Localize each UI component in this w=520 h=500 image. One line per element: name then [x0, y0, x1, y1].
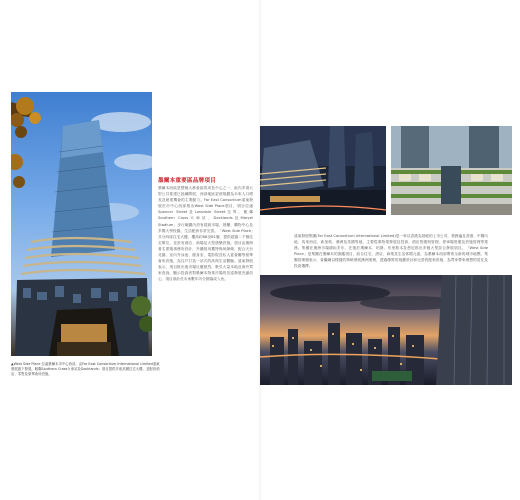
- podium-garden-photo: [391, 126, 512, 215]
- city-skyline-photo: [260, 275, 512, 385]
- section-heading: 墨爾本重要區品牌項目: [158, 178, 216, 184]
- right-page: [260, 0, 520, 500]
- article-body-right: 遠東發展集團(Far East Consortium International Limited)是一家以香港為基地的上市公司，業務遍及香港、中國內地、馬來西亞、新加坡、澳洲及英國等地，主要從事物業發展及投資、酒店營運與管理、停車場營運及設施管理等業務。集團在澳洲市場耕耘多年，先後於墨爾本、珀斯、布里斯本及悉尼推出多個大型綜合發展項目。「West Side Place」是集團在墨爾本的旗艦項目，結合住宅、酒店、商業及生活休閒元素，為墨爾本西部帶來全新的城市地標。集團管理層表示，會繼續以穩健的策略發展澳洲業務，透過優質的規劃設計和完善的配套設施，為買家帶來理想的居住及投資選擇。: [294, 234, 488, 268]
- night-building-photo: [260, 126, 386, 215]
- article-body-left: 墨爾本西區是整個大都會區的成長中心之一，區內多項大型公共基建已陸續開展，西部地區更被規劃為未來人口增長及就業機會的主要動力。Far East Consortium遠東發展於市中心西部推出West Side Place項目，項目位處Spencer Street及Lonsdale Street交界，毗鄰Southern Cross火車站、Docklands及Marvel Stadium，步行範圍內設有超級市場、餐廳、購物中心及多間大學校園，生活配套非常完善。「West Side Place」共分四座住宅大樓，樓高約68至81層，提供超過二千個住宅單位，並設有酒店、商場及大型康樂設施。項目由澳洲著名建築事務所設計，外牆採用獨特幾何線條，配合天台花園、室內外泳池、健身室、電影院及私人宴會廳等豪華會所設施，為住戶打造一站式的高尚生活體驗。遠東發展表示，項目推出後市場反應熱烈，吸引大量本地及海外買家查詢，顯示投資者對墨爾本物業市場的長遠發展充滿信心，項目預計於未來數年內分期落成入伙。: [158, 186, 253, 282]
- photo-caption: ▲West Side Place 位處墨爾本市中心西部，由Far East Consortium International Limited遠東發展旗下發展，毗鄰Southern Cross火車站及Docklands；項目提供多座高層住宅大樓，並配套酒店、零售及豪華會所設施。: [11, 362, 160, 376]
- tower-hero-photo: [11, 92, 152, 356]
